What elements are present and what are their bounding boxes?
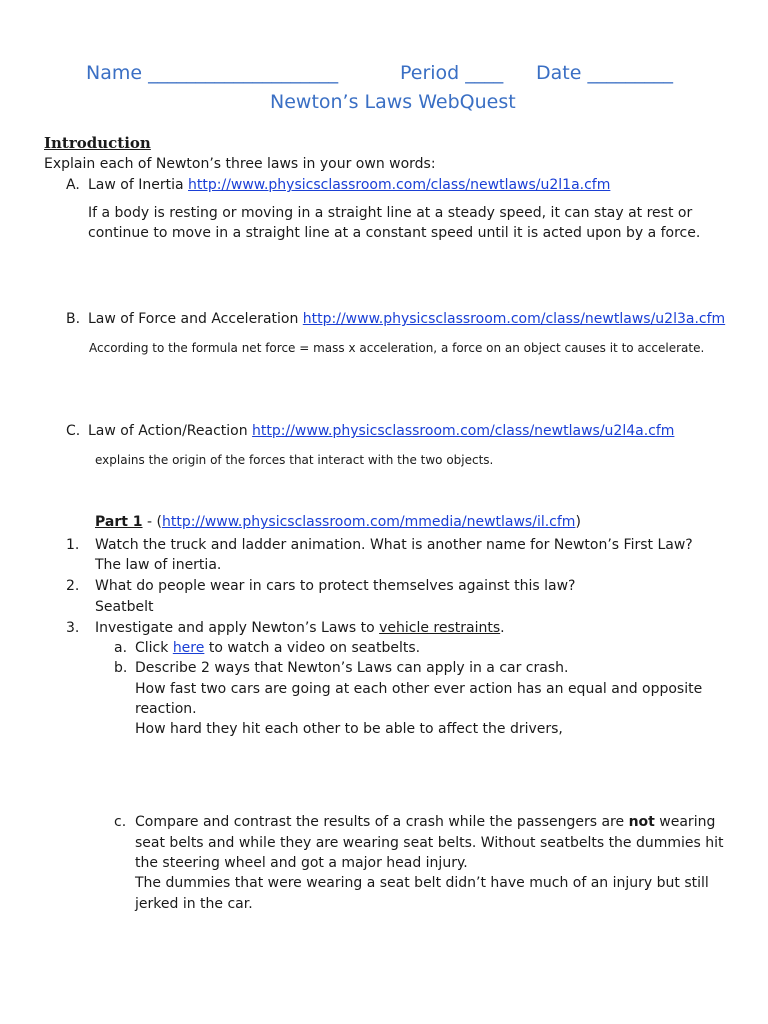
law-b-marker: B. <box>66 311 81 327</box>
law-a-label-text: Law of Inertia <box>88 177 184 193</box>
q3c-line-1 <box>135 812 715 832</box>
part1-close: ) <box>575 514 581 530</box>
q3c-line-5: jerked in the car. <box>135 896 253 912</box>
law-b-label <box>88 309 725 329</box>
law-a-link[interactable]: http://www.physicsclassroom.com/class/newtlaws/u2l1a.cfm <box>188 177 611 193</box>
q3c-line-1-suffix: wearing <box>654 814 716 830</box>
law-b-label-text: Law of Force and Acceleration <box>88 311 299 327</box>
law-b-answer: According to the formula net force = mass x acceleration, a force on an object causes it to accelerate. <box>89 341 705 355</box>
period-field[interactable]: Period ____ <box>400 62 504 84</box>
q3c-line-4: The dummies that were wearing a seat belt didn’t have much of an injury but still <box>135 875 709 891</box>
q3b-answer-line-3: How hard they hit each other to be able to affect the drivers, <box>135 721 563 737</box>
q3a-marker: a. <box>114 640 128 656</box>
here-link[interactable]: here <box>172 640 205 656</box>
q3a-suffix: to watch a video on seatbelts. <box>204 640 421 656</box>
q3c-line-3: the steering wheel and got a major head injury. <box>135 855 468 871</box>
date-field[interactable]: Date _________ <box>536 62 673 84</box>
law-c-label <box>88 421 674 441</box>
part1-link[interactable]: http://www.physicsclassroom.com/mmedia/newtlaws/il.cfm <box>161 514 576 530</box>
q3a-text <box>135 638 420 658</box>
law-a-answer-line-1: If a body is resting or moving in a straight line at a steady speed, it can stay at rest or <box>88 205 693 221</box>
q1-question: Watch the truck and ladder animation. What is another name for Newton’s First Law? <box>95 537 693 553</box>
page-title: Newton’s Laws WebQuest <box>270 91 516 113</box>
law-c-link[interactable]: http://www.physicsclassroom.com/class/newtlaws/u2l4a.cfm <box>252 423 675 439</box>
law-a-answer-line-2: continue to move in a straight line at a constant speed until it is acted upon by a force. <box>88 225 701 241</box>
q2-number: 2. <box>66 578 80 594</box>
law-a-label <box>88 175 610 195</box>
q3a-prefix: Click <box>135 640 173 656</box>
part1-dash: - ( <box>142 514 162 530</box>
q3c-line-1-prefix: Compare and contrast the results of a crash while the passengers are <box>135 814 629 830</box>
q3-number: 3. <box>66 620 80 636</box>
part1-heading: Part 1 <box>95 514 143 530</box>
introduction-heading: Introduction <box>44 134 151 152</box>
q3b-question: Describe 2 ways that Newton’s Laws can apply in a car crash. <box>135 660 569 676</box>
q2-answer: Seatbelt <box>95 599 154 615</box>
q3c-not-emphasis: not <box>628 814 655 830</box>
law-a-marker: A. <box>66 177 80 193</box>
q3-question <box>95 618 505 638</box>
q3c-line-2: seat belts and while they are wearing seat belts. Without seatbelts the dummies hit <box>135 835 724 851</box>
q3b-marker: b. <box>114 660 128 676</box>
q3c-marker: c. <box>114 814 127 830</box>
q2-question: What do people wear in cars to protect themselves against this law? <box>95 578 576 594</box>
q3b-answer-line-2: reaction. <box>135 701 197 717</box>
introduction-prompt: Explain each of Newton’s three laws in your own words: <box>44 156 436 172</box>
law-c-answer: explains the origin of the forces that interact with the two objects. <box>95 453 494 467</box>
q3-suffix: . <box>500 620 505 636</box>
vehicle-restraints-link[interactable]: vehicle restraints <box>379 620 501 636</box>
law-c-marker: C. <box>66 423 81 439</box>
name-field[interactable]: Name ____________________ <box>86 62 339 84</box>
q3-prefix: Investigate and apply Newton’s Laws to <box>95 620 380 636</box>
part1-heading-line <box>95 512 581 532</box>
law-c-label-text: Law of Action/Reaction <box>88 423 248 439</box>
law-b-link[interactable]: http://www.physicsclassroom.com/class/newtlaws/u2l3a.cfm <box>302 311 726 327</box>
q1-answer: The law of inertia. <box>95 557 222 573</box>
q3b-answer-line-1: How fast two cars are going at each other ever action has an equal and opposite <box>135 681 703 697</box>
q1-number: 1. <box>66 537 80 553</box>
